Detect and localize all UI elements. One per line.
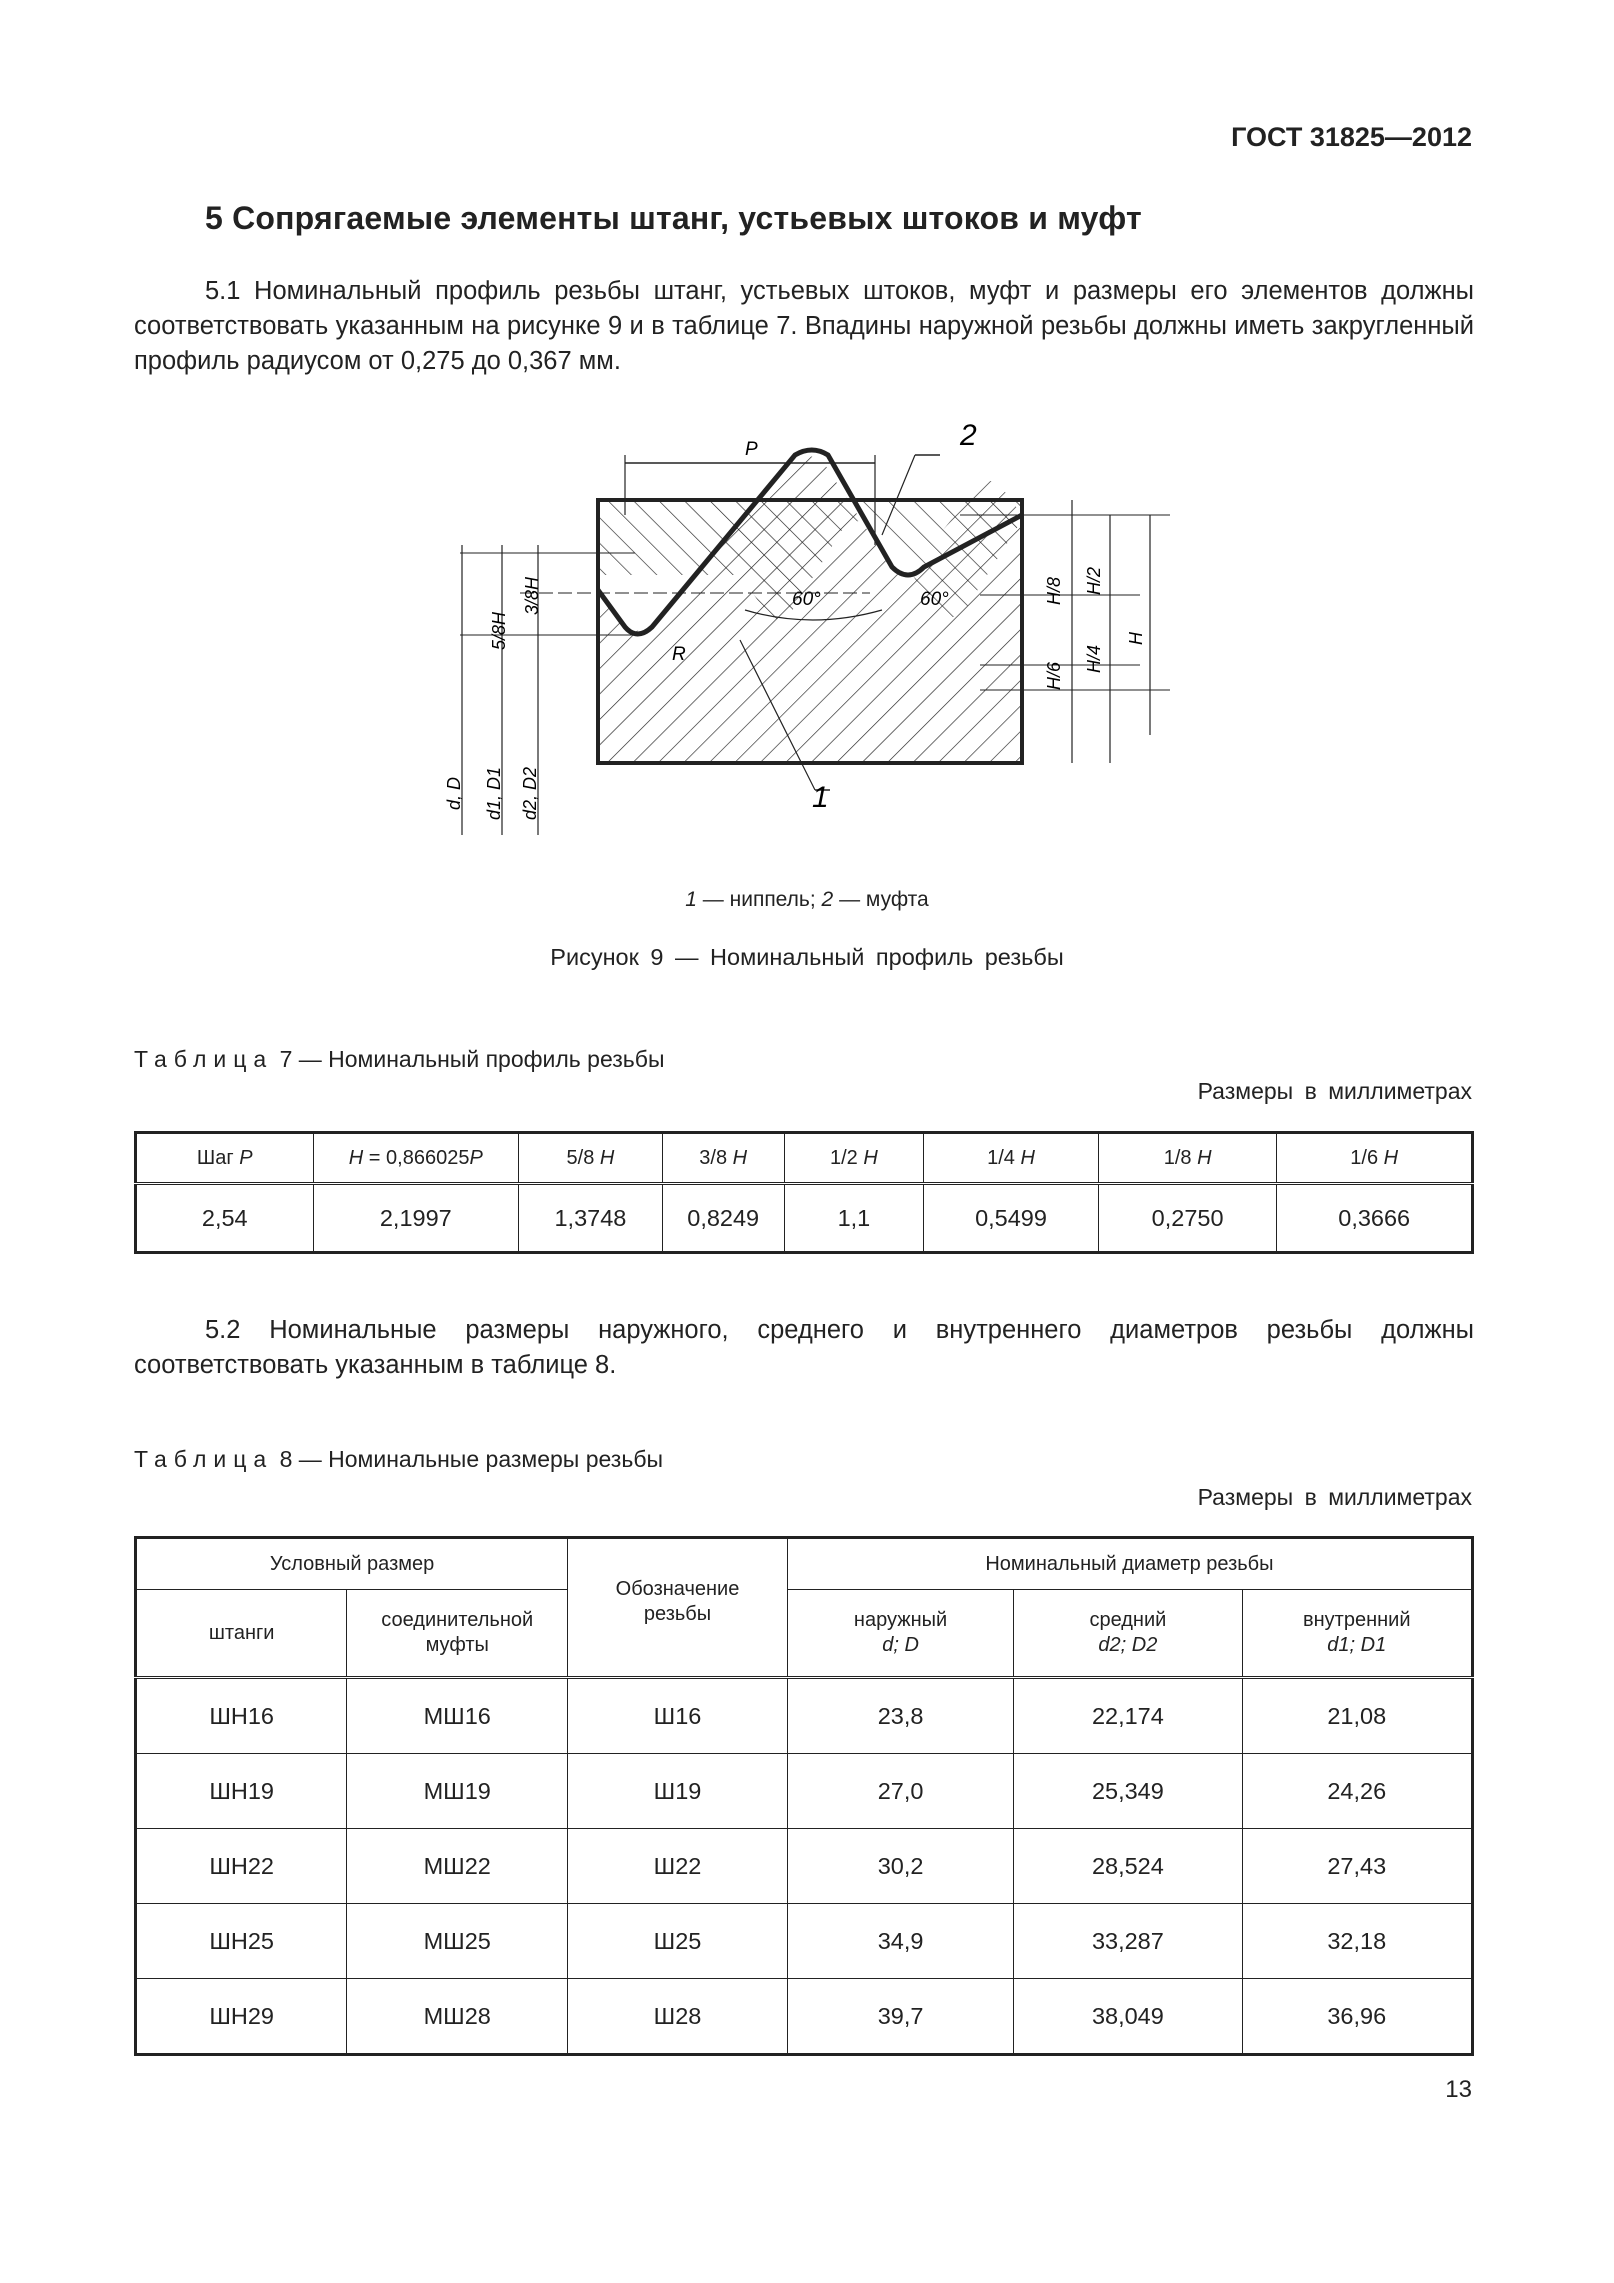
t7-cell: 0,8249 — [662, 1184, 784, 1253]
t8-cell: ШН22 — [136, 1829, 347, 1904]
legend-1-text: — ниппель; — [702, 888, 816, 911]
table7-header-row — [136, 1133, 1473, 1184]
t8-inner-symbol: d1; D1 — [1327, 1634, 1387, 1656]
table8-caption-label: Таблица — [134, 1446, 274, 1472]
table8-row — [136, 1979, 1473, 2055]
t7-h-height: H = 0,866025P — [313, 1133, 519, 1184]
legend-2-num: 2 — [821, 888, 834, 911]
t8-cell: 25,349 — [1014, 1754, 1242, 1829]
table8-header-row-2 — [136, 1590, 1473, 1678]
dim-pitch: P — [745, 439, 758, 460]
t8-group-diameter: Номинальный диаметр резьбы — [787, 1538, 1472, 1590]
t8-cell: 30,2 — [787, 1829, 1013, 1904]
thread-profile-drawing — [420, 415, 1200, 855]
table7-units: Размеры в миллиметрах — [1197, 1078, 1472, 1104]
t8-cell: Ш25 — [568, 1904, 788, 1979]
t8-cell: ШН25 — [136, 1904, 347, 1979]
table7-caption-label: Таблица — [134, 1046, 274, 1072]
table8-caption-text: 8 — Номинальные размеры резьбы — [279, 1446, 664, 1472]
standard-number: ГОСТ 31825—2012 — [1231, 122, 1472, 152]
t8-h-mid — [1014, 1590, 1242, 1678]
t8-h-coupling — [347, 1590, 568, 1678]
t8-cell: 24,26 — [1242, 1754, 1472, 1829]
table7-caption-text: 7 — Номинальный профиль резьбы — [279, 1046, 665, 1072]
t7-cell: 1,1 — [784, 1184, 924, 1253]
t7-h-1-8: 1/8 H — [1098, 1133, 1277, 1184]
t8-coupling-label: соединительной муфты — [381, 1609, 534, 1656]
t8-cell: 33,287 — [1014, 1904, 1242, 1979]
t8-cell: МШ19 — [347, 1754, 568, 1829]
figure-legend — [0, 888, 1614, 912]
t8-cell: 38,049 — [1014, 1979, 1242, 2055]
t8-cell: 23,8 — [787, 1678, 1013, 1754]
t8-cell: 36,96 — [1242, 1979, 1472, 2055]
t8-cell: МШ16 — [347, 1678, 568, 1754]
t8-cell: МШ22 — [347, 1829, 568, 1904]
t8-cell: Ш28 — [568, 1979, 788, 2055]
dim-3-8h: 3/8H — [522, 576, 542, 615]
t7-h-5-8: 5/8 H — [519, 1133, 663, 1184]
t8-cell: МШ25 — [347, 1904, 568, 1979]
table8-units: Размеры в миллиметрах — [1197, 1484, 1472, 1510]
t8-cell: ШН19 — [136, 1754, 347, 1829]
t7-cell: 2,54 — [136, 1184, 314, 1253]
t8-cell: 21,08 — [1242, 1678, 1472, 1754]
t8-group-size: Условный размер — [136, 1538, 568, 1590]
t8-h-outer — [787, 1590, 1013, 1678]
table8 — [134, 1536, 1474, 2056]
t7-h-3-8: 3/8 H — [662, 1133, 784, 1184]
t7-cell: 2,1997 — [313, 1184, 519, 1253]
legend-1-num: 1 — [685, 888, 697, 911]
t7-cell: 0,3666 — [1277, 1184, 1473, 1253]
page-number: 13 — [1445, 2076, 1472, 2103]
dim-h4: H/4 — [1084, 644, 1104, 673]
table8-caption — [134, 1446, 663, 1473]
dim-h8: H/8 — [1044, 576, 1064, 605]
dim-h: H — [1126, 632, 1146, 645]
t8-group-designation — [568, 1538, 788, 1678]
t8-cell: 27,43 — [1242, 1829, 1472, 1904]
t8-mid-label: средний — [1089, 1609, 1167, 1631]
angle-right-label: 60° — [920, 589, 949, 610]
dim-h6: H/6 — [1044, 661, 1064, 690]
callout-1: 1 — [812, 781, 829, 814]
t8-outer-label: наружный — [853, 1609, 948, 1631]
table8-row — [136, 1829, 1473, 1904]
t8-cell: Ш22 — [568, 1829, 788, 1904]
t8-h-rod: штанги — [136, 1590, 347, 1678]
table7-caption — [134, 1046, 665, 1073]
t8-cell: 39,7 — [787, 1979, 1013, 2055]
t7-h-1-2: 1/2 H — [784, 1133, 924, 1184]
t7-cell: 0,5499 — [924, 1184, 1099, 1253]
dim-d2-D2: d2, D2 — [520, 766, 540, 820]
thread-profile-figure — [420, 415, 1200, 855]
t7-cell: 0,2750 — [1098, 1184, 1277, 1253]
table8-row — [136, 1904, 1473, 1979]
t7-h-1-6: 1/6 H — [1277, 1133, 1473, 1184]
t8-cell: МШ28 — [347, 1979, 568, 2055]
t8-designation-label: Обозначение резьбы — [615, 1578, 740, 1625]
table7-value-row — [136, 1184, 1473, 1253]
paragraph-5-2 — [134, 1313, 1474, 1383]
t8-cell: 22,174 — [1014, 1678, 1242, 1754]
t8-cell: 27,0 — [787, 1754, 1013, 1829]
t8-cell: 28,524 — [1014, 1829, 1242, 1904]
t8-cell: Ш19 — [568, 1754, 788, 1829]
table8-row — [136, 1754, 1473, 1829]
t8-cell: 34,9 — [787, 1904, 1013, 1979]
t8-cell: 32,18 — [1242, 1904, 1472, 1979]
t8-cell: Ш16 — [568, 1678, 788, 1754]
t7-h-step: Шаг P — [136, 1133, 314, 1184]
paragraph-text: 5.1 Номинальный профиль резьбы штанг, устьевых штоков, муфт и размеры его элементов должны соответствовать указанным на рисунке 9 и в таблице 7. Впадины наружной резьбы должны иметь закругленный профиль радиусом от 0,275 до 0,367 мм. — [134, 277, 1474, 375]
figure-caption: Рисунок 9 — Номинальный профиль резьбы — [550, 944, 1064, 970]
legend-2-text: — муфта — [839, 888, 929, 911]
radius-label: R — [672, 644, 686, 665]
table8-header-row-1 — [136, 1538, 1473, 1590]
callout-2: 2 — [960, 419, 977, 452]
section-title: 5 Сопрягаемые элементы штанг, устьевых штоков и муфт — [205, 200, 1142, 236]
t7-cell: 1,3748 — [519, 1184, 663, 1253]
angle-left-label: 60° — [792, 589, 821, 610]
table8-row — [136, 1678, 1473, 1754]
t8-inner-label: внутренний — [1303, 1609, 1411, 1631]
t8-cell: ШН16 — [136, 1678, 347, 1754]
table7 — [134, 1131, 1474, 1254]
paragraph-text: 5.2 Номинальные размеры наружного, среднего и внутреннего диаметров резьбы должны соответствовать указанным в таблице 8. — [134, 1316, 1474, 1379]
dim-h2: H/2 — [1084, 566, 1104, 595]
t8-h-inner — [1242, 1590, 1472, 1678]
dim-d-D: d, D — [444, 776, 464, 810]
dim-5-8h: 5/8H — [489, 611, 509, 650]
t8-cell: ШН29 — [136, 1979, 347, 2055]
paragraph-5-1 — [134, 274, 1474, 379]
t7-h-1-4: 1/4 H — [924, 1133, 1099, 1184]
t8-mid-symbol: d2; D2 — [1098, 1634, 1158, 1656]
t8-outer-symbol: d; D — [882, 1634, 919, 1656]
dim-d1-D1: d1, D1 — [484, 766, 504, 820]
